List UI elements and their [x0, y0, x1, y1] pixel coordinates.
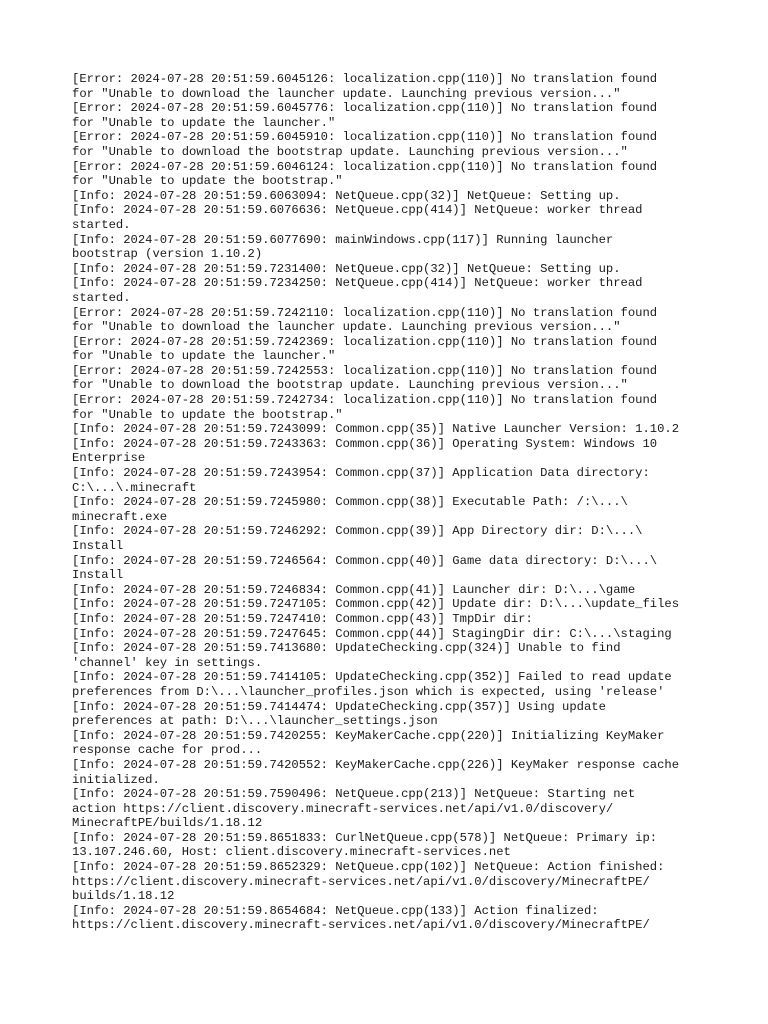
log-line: [Info: 2024-07-28 20:51:59.7243363: Common.cpp(36)] Operating System: Windows 10 [72, 436, 658, 451]
log-line: Enterprise [72, 451, 146, 466]
log-line: action https://client.discovery.minecraft-services.net/api/v1.0/discovery/ [72, 801, 614, 816]
log-line: [Info: 2024-07-28 20:51:59.8654684: NetQueue.cpp(133)] Action finalized: [72, 903, 599, 918]
log-line: for "Unable to download the bootstrap update. Launching previous version..." [72, 144, 628, 159]
log-line: [Info: 2024-07-28 20:51:59.7231400: NetQueue.cpp(32)] NetQueue: Setting up. [72, 261, 621, 276]
log-line: [Info: 2024-07-28 20:51:59.7414105: UpdateChecking.cpp(352)] Failed to read update [72, 670, 672, 685]
log-line: preferences at path: D:\...\launcher_settings.json [72, 714, 438, 729]
log-line: [Info: 2024-07-28 20:51:59.7247410: Common.cpp(43)] TmpDir dir: [72, 611, 533, 626]
log-line: [Info: 2024-07-28 20:51:59.7420552: KeyMakerCache.cpp(226)] KeyMaker response cache [72, 757, 680, 772]
log-line: [Info: 2024-07-28 20:51:59.7243099: Common.cpp(35)] Native Launcher Version: 1.10.2 [72, 422, 680, 437]
log-line: response cache for prod... [72, 743, 263, 758]
log-line: [Info: 2024-07-28 20:51:59.7245980: Common.cpp(38)] Executable Path: /:\...\ [72, 495, 628, 510]
log-line: [Error: 2024-07-28 20:51:59.6046124: localization.cpp(110)] No translation found [72, 159, 658, 174]
log-line: https://client.discovery.minecraft-services.net/api/v1.0/discovery/MinecraftPE/ [72, 874, 650, 889]
log-line: [Error: 2024-07-28 20:51:59.6045126: localization.cpp(110)] No translation found [72, 72, 658, 86]
log-line: [Info: 2024-07-28 20:51:59.7420255: KeyMakerCache.cpp(220)] Initializing KeyMaker [72, 728, 665, 743]
log-line: minecraft.exe [72, 509, 168, 524]
log-line: [Info: 2024-07-28 20:51:59.8651833: CurlNetQueue.cpp(578)] NetQueue: Primary ip: [72, 830, 658, 845]
log-line: 13.107.246.60, Host: client.discovery.minecraft-services.net [72, 845, 511, 860]
log-line: MinecraftPE/builds/1.18.12 [72, 816, 263, 831]
log-line: [Info: 2024-07-28 20:51:59.7246292: Common.cpp(39)] App Directory dir: D:\...\ [72, 524, 643, 539]
log-line: [Info: 2024-07-28 20:51:59.6077690: mainWindows.cpp(117)] Running launcher [72, 232, 614, 247]
log-line: for "Unable to download the launcher update. Launching previous version..." [72, 320, 621, 335]
log-line: for "Unable to update the launcher." [72, 115, 336, 130]
log-line: for "Unable to download the launcher update. Launching previous version..." [72, 86, 621, 101]
log-line: [Error: 2024-07-28 20:51:59.7242110: localization.cpp(110)] No translation found [72, 305, 658, 320]
log-line: [Info: 2024-07-28 20:51:59.7414474: UpdateChecking.cpp(357)] Using update [72, 699, 606, 714]
log-line: [Info: 2024-07-28 20:51:59.7246564: Common.cpp(40)] Game data directory: D:\...\ [72, 553, 658, 568]
log-line: [Info: 2024-07-28 20:51:59.6076636: NetQueue.cpp(414)] NetQueue: worker thread [72, 203, 643, 218]
log-line: [Info: 2024-07-28 20:51:59.7247645: Common.cpp(44)] StagingDir dir: C:\...\staging [72, 626, 672, 641]
log-line: C:\...\.minecraft [72, 480, 197, 495]
log-line: [Info: 2024-07-28 20:51:59.7590496: NetQueue.cpp(213)] NetQueue: Starting net [72, 787, 636, 802]
log-line: [Info: 2024-07-28 20:51:59.7234250: NetQueue.cpp(414)] NetQueue: worker thread [72, 276, 643, 291]
log-line: Install [72, 568, 124, 583]
log-line: https://client.discovery.minecraft-services.net/api/v1.0/discovery/MinecraftPE/ [72, 918, 650, 933]
log-line: [Error: 2024-07-28 20:51:59.7242369: localization.cpp(110)] No translation found [72, 334, 658, 349]
log-line: started. [72, 217, 131, 232]
log-line: initialized. [72, 772, 160, 787]
log-line: [Info: 2024-07-28 20:51:59.8652329: NetQueue.cpp(102)] NetQueue: Action finished: [72, 860, 665, 875]
log-line: [Info: 2024-07-28 20:51:59.7413680: UpdateChecking.cpp(324)] Unable to find [72, 641, 621, 656]
log-line: [Error: 2024-07-28 20:51:59.7242553: localization.cpp(110)] No translation found [72, 363, 658, 378]
log-text [72, 72, 712, 933]
log-line: [Info: 2024-07-28 20:51:59.7247105: Common.cpp(42)] Update dir: D:\...\update_files [72, 597, 680, 612]
log-line: for "Unable to update the bootstrap." [72, 174, 343, 189]
log-line: preferences from D:\...\launcher_profiles.json which is expected, using 'release' [72, 684, 665, 699]
log-line: [Info: 2024-07-28 20:51:59.6063094: NetQueue.cpp(32)] NetQueue: Setting up. [72, 188, 621, 203]
log-line: [Info: 2024-07-28 20:51:59.7246834: Common.cpp(41)] Launcher dir: D:\...\game [72, 582, 636, 597]
log-line: [Error: 2024-07-28 20:51:59.7242734: localization.cpp(110)] No translation found [72, 393, 658, 408]
log-line: bootstrap (version 1.10.2) [72, 247, 263, 262]
log-line: started. [72, 290, 131, 305]
log-line: [Error: 2024-07-28 20:51:59.6045776: localization.cpp(110)] No translation found [72, 101, 658, 116]
log-line: for "Unable to update the bootstrap." [72, 407, 343, 422]
log-line: 'channel' key in settings. [72, 655, 263, 670]
log-line: [Info: 2024-07-28 20:51:59.7243954: Common.cpp(37)] Application Data directory: [72, 466, 650, 481]
log-line: for "Unable to update the launcher." [72, 349, 336, 364]
log-line: for "Unable to download the bootstrap update. Launching previous version..." [72, 378, 628, 393]
log-line: [Error: 2024-07-28 20:51:59.6045910: localization.cpp(110)] No translation found [72, 130, 658, 145]
log-line: Install [72, 539, 124, 553]
log-line: builds/1.18.12 [72, 889, 175, 904]
